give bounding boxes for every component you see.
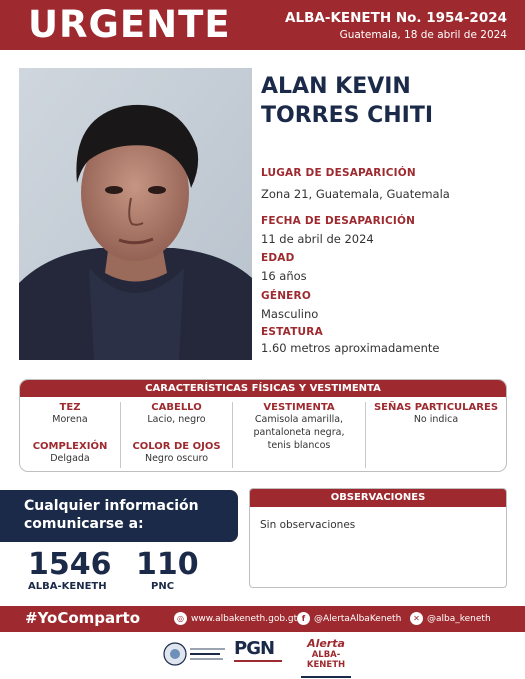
col-senas [366, 402, 506, 426]
hashtag[interactable]: #YoComparto [25, 609, 141, 627]
ojos-value: Negro oscuro [144, 453, 209, 464]
contact-text-line2: comunicarse a: [24, 516, 144, 532]
contact-text-line1: Cualquier información [24, 498, 199, 514]
x-text: @alba_keneth [427, 613, 491, 624]
characteristics-title: CARACTERÍSTICAS FÍSICAS Y VESTIMENTA [20, 380, 506, 397]
person-name-line1: ALAN KEVIN [261, 74, 411, 99]
observations-title: OBSERVACIONES [250, 489, 506, 507]
field-value-date: 11 de abril de 2024 [261, 232, 374, 246]
complexion-label: COMPLEXIÓN [32, 441, 108, 452]
observations-text: Sin observaciones [260, 519, 356, 531]
phone-alba-keneth[interactable]: 1546 [28, 547, 112, 582]
seal-icon [162, 638, 227, 670]
col-tez [20, 402, 120, 465]
vestimenta-line2: pantaloneta negra, [253, 427, 345, 438]
person-photo [19, 68, 252, 360]
field-value-age: 16 años [261, 269, 307, 283]
vestimenta-label: VESTIMENTA [263, 402, 335, 413]
header-bar [0, 0, 525, 50]
cabello-label: CABELLO [151, 402, 202, 413]
alerta-underline [301, 672, 351, 678]
x-link[interactable] [410, 612, 491, 625]
facebook-icon: f [297, 612, 310, 625]
field-label-date: FECHA DE DESAPARICIÓN [261, 215, 416, 227]
pgn-logo-text: PGN [234, 638, 275, 659]
facebook-text: @AlertaAlbaKeneth [314, 613, 402, 624]
cabello-value: Lacio, negro [147, 414, 206, 425]
complexion-value: Delgada [50, 453, 90, 464]
phone-alba-keneth-label: ALBA-KENETH [28, 581, 107, 592]
vestimenta-line1: Camisola amarilla, [254, 414, 344, 425]
tez-label: TEZ [59, 402, 81, 413]
senas-label: SEÑAS PARTICULARES [373, 402, 499, 413]
website-text: www.albakeneth.gob.gt [191, 613, 298, 624]
ojos-label: COLOR DE OJOS [132, 441, 221, 452]
field-label-place: LUGAR DE DESAPARICIÓN [261, 167, 416, 179]
col-vestimenta [233, 402, 365, 452]
phone-pnc[interactable]: 110 [136, 547, 199, 582]
case-date: Guatemala, 18 de abril de 2024 [339, 29, 507, 41]
website-link[interactable] [174, 612, 297, 625]
tez-value: Morena [52, 414, 88, 425]
contact-box [0, 490, 238, 542]
globe-icon: ◎ [174, 612, 187, 625]
alerta-logo-line2: ALBA-KENETH [306, 650, 346, 670]
footer-bar [0, 606, 525, 632]
field-label-age: EDAD [261, 252, 295, 264]
government-logo [162, 638, 227, 670]
x-icon: ✕ [410, 612, 423, 625]
observations-panel [249, 488, 507, 588]
alerta-logo-line1: Alerta [307, 637, 345, 650]
field-value-place: Zona 21, Guatemala, Guatemala [261, 187, 450, 201]
vestimenta-line3: tenis blancos [267, 440, 331, 451]
facebook-link[interactable] [297, 612, 401, 625]
field-label-height: ESTATURA [261, 326, 323, 338]
urgent-title: URGENTE [28, 3, 231, 46]
senas-value: No indica [413, 414, 459, 425]
person-name [261, 72, 516, 130]
case-number: ALBA-KENETH No. 1954-2024 [285, 10, 507, 26]
alerta-logo [296, 638, 356, 672]
field-value-height: 1.60 metros aproximadamente [261, 341, 440, 355]
field-label-gender: GÉNERO [261, 290, 311, 302]
pgn-logo [234, 638, 286, 672]
pgn-underline [234, 660, 282, 662]
field-value-gender: Masculino [261, 307, 319, 321]
phone-pnc-label: PNC [151, 581, 175, 592]
characteristics-panel [19, 379, 507, 472]
col-cabello [121, 402, 232, 465]
person-name-line2: TORRES CHITI [261, 103, 434, 128]
